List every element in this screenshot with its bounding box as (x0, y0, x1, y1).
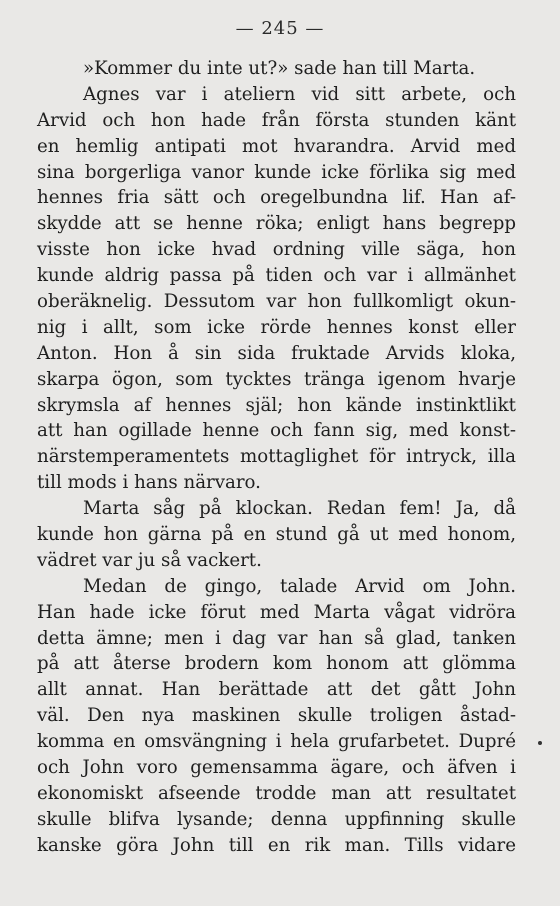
text-line: hennes fria sätt och oregelbundna lif. Han af- (37, 187, 516, 209)
text-line: visste hon icke hvad ordning ville säga, hon (37, 239, 516, 261)
text-line: »Kommer du inte ut?» sade han till Marta. (83, 58, 476, 79)
text-line: kunde aldrig passa på tiden och var i allmänhet (37, 265, 516, 287)
text-line: Medan de gingo, talade Arvid om John. (83, 575, 516, 597)
text-line: ekonomiskt afseende trodde man att resultatet (37, 782, 516, 804)
page-number: — 245 — (235, 18, 325, 39)
text-line: på att återse brodern kom honom att glömma (37, 653, 516, 675)
text-line: oberäknelig. Dessutom var hon fullkomligt okun- (37, 291, 516, 313)
text-line: skulle blifva lysande; denna uppfinning skulle (37, 808, 516, 830)
text-line: Marta såg på klockan. Redan fem! Ja, då (83, 498, 516, 520)
text-line: skarpa ögon, som tycktes tränga igenom hvarje (37, 368, 516, 390)
text-line: nig i allt, som icke rörde hennes konst eller (37, 316, 516, 338)
text-line: närstemperamentets mottaglighet för intryck, illa (37, 446, 516, 468)
text-line: Han hade icke förut med Marta vågat vidröra (37, 601, 516, 623)
text-line: en hemlig antipati mot hvarandra. Arvid med (37, 135, 516, 157)
text-line: skrymsla af hennes själ; hon kände instinktlikt (37, 394, 516, 416)
text-line: kanske göra John till en rik man. Tills vidare (37, 834, 516, 856)
text-line: Agnes var i ateliern vid sitt arbete, och (83, 83, 516, 105)
print-speck (538, 741, 542, 745)
text-line: till mods i hans närvaro. (37, 472, 261, 494)
text-line: kunde hon gärna på en stund gå ut med honom, (37, 524, 516, 546)
text-line: sina borgerliga vanor kunde icke förlika sig med (37, 161, 516, 183)
text-line: allt annat. Han berättade att det gått John (37, 679, 516, 701)
text-line: Arvid och hon hade från första stunden känt (37, 109, 516, 131)
text-line: skydde att se henne röka; enligt hans begrepp (37, 213, 516, 235)
text-line: komma en omsvängning i hela grufarbetet. Dupré (37, 731, 516, 753)
text-line: att han ogillade henne och fann sig, med konst- (37, 420, 516, 442)
text-line: Anton. Hon å sin sida fruktade Arvids kloka, (37, 342, 516, 364)
text-line: vädret var ju så vackert. (37, 549, 262, 571)
text-line: detta ämne; men i dag var han så glad, tanken (37, 627, 516, 649)
text-line: väl. Den nya maskinen skulle troligen åstad- (37, 705, 516, 727)
text-line: och John voro gemensamma ägare, och äfven i (37, 757, 516, 779)
body-text (37, 56, 516, 859)
